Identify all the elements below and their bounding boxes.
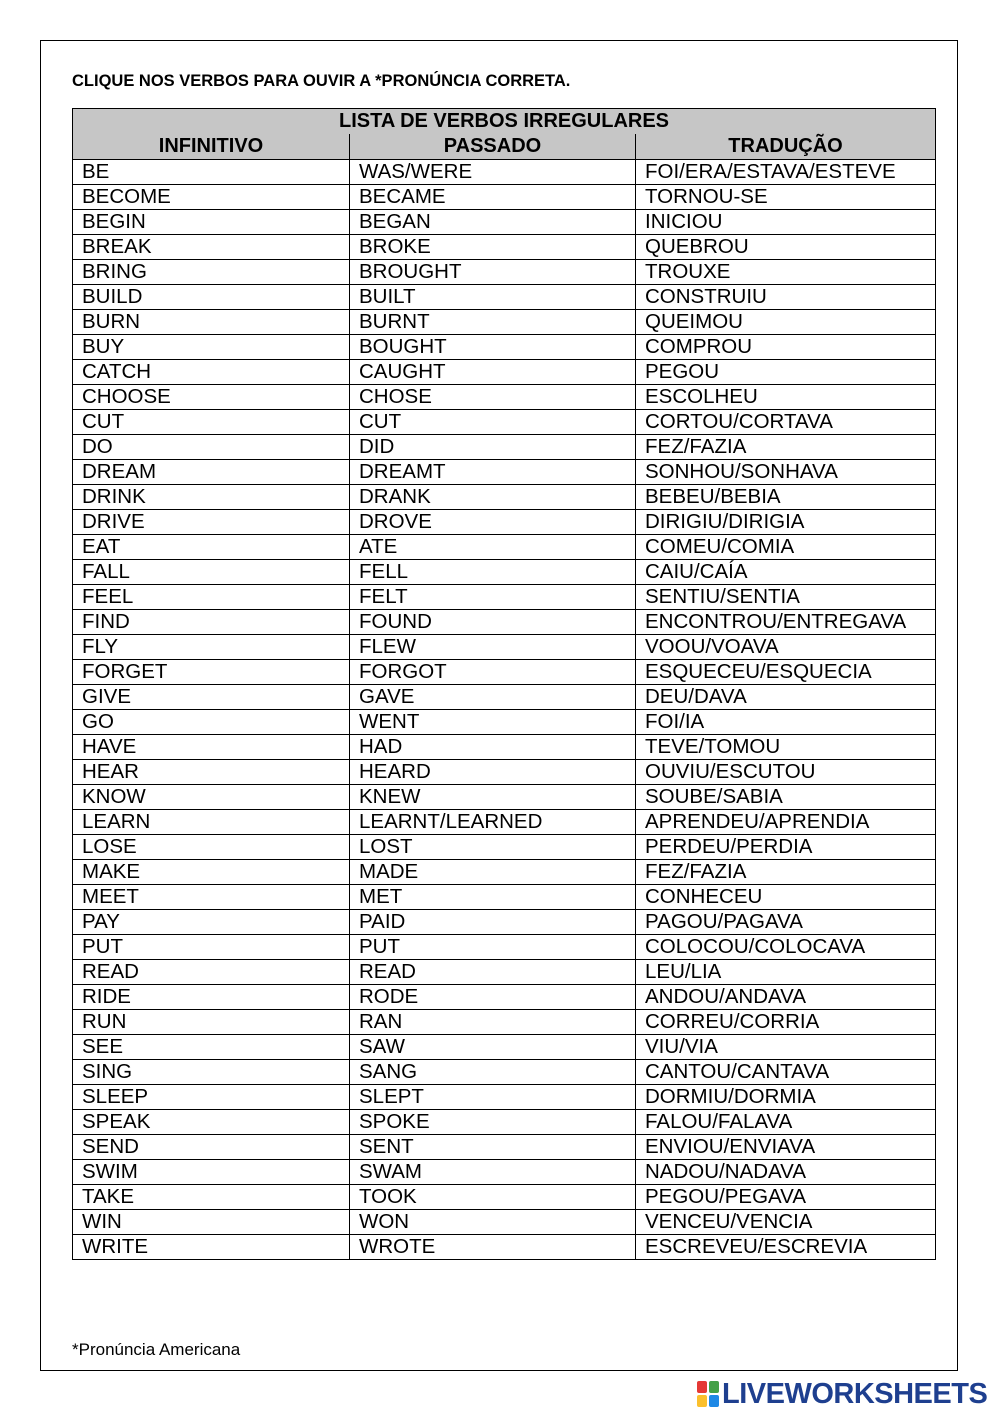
table-row [73,160,936,185]
cell-traducao: FALOU/FALAVA [636,1110,936,1135]
cell-infinitivo[interactable]: WRITE [73,1235,350,1260]
cell-infinitivo[interactable]: SEND [73,1135,350,1160]
cell-infinitivo[interactable]: LOSE [73,835,350,860]
table-row [73,410,936,435]
cell-infinitivo[interactable]: HEAR [73,760,350,785]
table-row [73,1185,936,1210]
cell-traducao: DEU/DAVA [636,685,936,710]
table-row [73,1160,936,1185]
cell-infinitivo[interactable]: CHOOSE [73,385,350,410]
cell-passado[interactable]: BECAME [350,185,636,210]
cell-traducao: FEZ/FAZIA [636,860,936,885]
table-row [73,785,936,810]
liveworksheets-logo-icon [697,1381,719,1407]
cell-traducao: SENTIU/SENTIA [636,585,936,610]
cell-traducao: PERDEU/PERDIA [636,835,936,860]
cell-traducao: OUVIU/ESCUTOU [636,760,936,785]
cell-traducao: QUEBROU [636,235,936,260]
cell-passado[interactable]: SPOKE [350,1110,636,1135]
logo-square-green [709,1381,719,1393]
table-row [73,560,936,585]
table-row [73,485,936,510]
cell-traducao: DORMIU/DORMIA [636,1085,936,1110]
cell-infinitivo[interactable]: BURN [73,310,350,335]
table-row [73,260,936,285]
cell-passado[interactable]: CUT [350,410,636,435]
logo-square-red [697,1381,707,1393]
cell-passado[interactable]: FOUND [350,610,636,635]
table-row [73,910,936,935]
cell-infinitivo[interactable]: GO [73,710,350,735]
cell-passado[interactable]: BOUGHT [350,335,636,360]
table-row [73,710,936,735]
cell-passado[interactable]: READ [350,960,636,985]
table-row [73,435,936,460]
cell-traducao: PEGOU/PEGAVA [636,1185,936,1210]
table-row [73,1035,936,1060]
table-row [73,960,936,985]
cell-traducao: APRENDEU/APRENDIA [636,810,936,835]
cell-passado[interactable]: WAS/WERE [350,160,636,185]
cell-passado[interactable]: DREAMT [350,460,636,485]
cell-passado[interactable]: SWAM [350,1160,636,1185]
cell-infinitivo[interactable]: MEET [73,885,350,910]
table-header-row [73,134,936,160]
cell-traducao: FEZ/FAZIA [636,435,936,460]
table-row [73,685,936,710]
cell-passado[interactable]: GAVE [350,685,636,710]
table-row [73,660,936,685]
cell-traducao: ANDOU/ANDAVA [636,985,936,1010]
cell-passado[interactable]: SENT [350,1135,636,1160]
cell-infinitivo[interactable]: LEARN [73,810,350,835]
cell-infinitivo[interactable]: EAT [73,535,350,560]
cell-infinitivo[interactable]: DRINK [73,485,350,510]
table-row [73,1235,936,1260]
cell-infinitivo[interactable]: FEEL [73,585,350,610]
table-row [73,460,936,485]
table-row [73,810,936,835]
cell-infinitivo[interactable]: READ [73,960,350,985]
cell-traducao: CAIU/CAÍA [636,560,936,585]
irregular-verbs-table [72,108,936,1260]
cell-traducao: ESQUECEU/ESQUECIA [636,660,936,685]
cell-infinitivo[interactable]: BUY [73,335,350,360]
cell-infinitivo[interactable]: DREAM [73,460,350,485]
cell-passado[interactable]: MADE [350,860,636,885]
cell-traducao: CONHECEU [636,885,936,910]
cell-passado[interactable]: CHOSE [350,385,636,410]
cell-passado[interactable]: BROKE [350,235,636,260]
table-row [73,760,936,785]
cell-infinitivo[interactable]: TAKE [73,1185,350,1210]
cell-passado[interactable]: KNEW [350,785,636,810]
table-row [73,1210,936,1235]
logo-text: LIVEWORKSHEETS [722,1378,988,1410]
cell-infinitivo[interactable]: SING [73,1060,350,1085]
cell-traducao: CANTOU/CANTAVA [636,1060,936,1085]
cell-infinitivo[interactable]: GIVE [73,685,350,710]
cell-traducao: ENCONTROU/ENTREGAVA [636,610,936,635]
cell-passado[interactable]: SLEPT [350,1085,636,1110]
verb-table-body [73,160,936,1260]
cell-passado[interactable]: RAN [350,1010,636,1035]
cell-infinitivo[interactable]: BUILD [73,285,350,310]
cell-traducao: TORNOU-SE [636,185,936,210]
table-row [73,735,936,760]
cell-traducao: SONHOU/SONHAVA [636,460,936,485]
cell-infinitivo[interactable]: FIND [73,610,350,635]
table-row [73,185,936,210]
cell-traducao: VENCEU/VENCIA [636,1210,936,1235]
cell-traducao: CONSTRUIU [636,285,936,310]
cell-passado[interactable]: HAD [350,735,636,760]
cell-traducao: ENVIOU/ENVIAVA [636,1135,936,1160]
cell-traducao: QUEIMOU [636,310,936,335]
column-header-passado: PASSADO [350,134,636,160]
cell-infinitivo[interactable]: RIDE [73,985,350,1010]
cell-traducao: FOI/ERA/ESTAVA/ESTEVE [636,160,936,185]
table-row [73,385,936,410]
column-header-traducao: TRADUÇÃO [636,134,936,160]
cell-traducao: TROUXE [636,260,936,285]
cell-traducao: CORREU/CORRIA [636,1010,936,1035]
cell-infinitivo[interactable]: BE [73,160,350,185]
cell-traducao: TEVE/TOMOU [636,735,936,760]
cell-passado[interactable]: PUT [350,935,636,960]
cell-infinitivo[interactable]: WIN [73,1210,350,1235]
cell-infinitivo[interactable]: HAVE [73,735,350,760]
cell-passado[interactable]: HEARD [350,760,636,785]
table-row [73,235,936,260]
cell-passado[interactable]: MET [350,885,636,910]
cell-passado[interactable]: CAUGHT [350,360,636,385]
cell-infinitivo[interactable]: FLY [73,635,350,660]
cell-infinitivo[interactable]: BRING [73,260,350,285]
cell-infinitivo[interactable]: RUN [73,1010,350,1035]
liveworksheets-logo [697,1378,987,1410]
footnote: *Pronúncia Americana [72,1340,241,1359]
cell-passado[interactable]: TOOK [350,1185,636,1210]
cell-passado[interactable]: FELL [350,560,636,585]
table-row [73,360,936,385]
instruction-text: CLIQUE NOS VERBOS PARA OUVIR A *PRONÚNCIA CORRETA. [72,72,571,90]
cell-infinitivo[interactable]: FORGET [73,660,350,685]
cell-traducao: BEBEU/BEBIA [636,485,936,510]
cell-infinitivo[interactable]: SPEAK [73,1110,350,1135]
table-row [73,585,936,610]
cell-traducao: INICIOU [636,210,936,235]
cell-infinitivo[interactable]: BREAK [73,235,350,260]
cell-infinitivo[interactable]: PAY [73,910,350,935]
table-row [73,935,936,960]
table-row [73,1010,936,1035]
table-title: LISTA DE VERBOS IRREGULARES [73,109,936,135]
cell-infinitivo[interactable]: DRIVE [73,510,350,535]
cell-traducao: NADOU/NADAVA [636,1160,936,1185]
cell-passado[interactable]: DID [350,435,636,460]
logo-square-yellow [697,1395,707,1407]
cell-infinitivo[interactable]: SLEEP [73,1085,350,1110]
cell-passado[interactable]: SAW [350,1035,636,1060]
cell-traducao: CORTOU/CORTAVA [636,410,936,435]
table-row [73,310,936,335]
table-row [73,885,936,910]
table-row [73,285,936,310]
cell-infinitivo[interactable]: CUT [73,410,350,435]
cell-passado[interactable]: WROTE [350,1235,636,1260]
cell-infinitivo[interactable]: PUT [73,935,350,960]
table-row [73,335,936,360]
cell-passado[interactable]: FELT [350,585,636,610]
cell-traducao: COMPROU [636,335,936,360]
cell-traducao: COMEU/COMIA [636,535,936,560]
cell-traducao: ESCOLHEU [636,385,936,410]
table-row [73,1060,936,1085]
table-row [73,1135,936,1160]
cell-traducao: DIRIGIU/DIRIGIA [636,510,936,535]
cell-infinitivo[interactable]: CATCH [73,360,350,385]
column-header-infinitivo: INFINITIVO [73,134,350,160]
table-row [73,835,936,860]
cell-infinitivo[interactable]: SWIM [73,1160,350,1185]
cell-passado[interactable]: WENT [350,710,636,735]
table-row [73,210,936,235]
cell-passado[interactable]: RODE [350,985,636,1010]
table-row [73,985,936,1010]
cell-traducao: VIU/VIA [636,1035,936,1060]
cell-passado[interactable]: ATE [350,535,636,560]
cell-traducao: COLOCOU/COLOCAVA [636,935,936,960]
cell-traducao: PEGOU [636,360,936,385]
cell-passado[interactable]: DROVE [350,510,636,535]
table-row [73,1110,936,1135]
cell-passado[interactable]: SANG [350,1060,636,1085]
table-row [73,610,936,635]
table-row [73,635,936,660]
logo-square-blue [709,1395,719,1407]
cell-traducao: LEU/LIA [636,960,936,985]
cell-traducao: ESCREVEU/ESCREVIA [636,1235,936,1260]
cell-infinitivo[interactable]: FALL [73,560,350,585]
table-row [73,860,936,885]
table-row [73,510,936,535]
cell-traducao: FOI/IA [636,710,936,735]
cell-infinitivo[interactable]: DO [73,435,350,460]
cell-passado[interactable]: PAID [350,910,636,935]
cell-passado[interactable]: DRANK [350,485,636,510]
cell-passado[interactable]: LEARNT/LEARNED [350,810,636,835]
table-row [73,1085,936,1110]
cell-traducao: PAGOU/PAGAVA [636,910,936,935]
cell-traducao: SOUBE/SABIA [636,785,936,810]
cell-passado[interactable]: FORGOT [350,660,636,685]
cell-infinitivo[interactable]: MAKE [73,860,350,885]
cell-infinitivo[interactable]: BEGIN [73,210,350,235]
table-title-row [73,109,936,135]
cell-infinitivo[interactable]: KNOW [73,785,350,810]
cell-traducao: VOOU/VOAVA [636,635,936,660]
cell-passado[interactable]: BROUGHT [350,260,636,285]
cell-passado[interactable]: BUILT [350,285,636,310]
cell-infinitivo[interactable]: BECOME [73,185,350,210]
cell-infinitivo[interactable]: SEE [73,1035,350,1060]
cell-passado[interactable]: FLEW [350,635,636,660]
cell-passado[interactable]: BURNT [350,310,636,335]
cell-passado[interactable]: WON [350,1210,636,1235]
cell-passado[interactable]: LOST [350,835,636,860]
table-row [73,535,936,560]
cell-passado[interactable]: BEGAN [350,210,636,235]
